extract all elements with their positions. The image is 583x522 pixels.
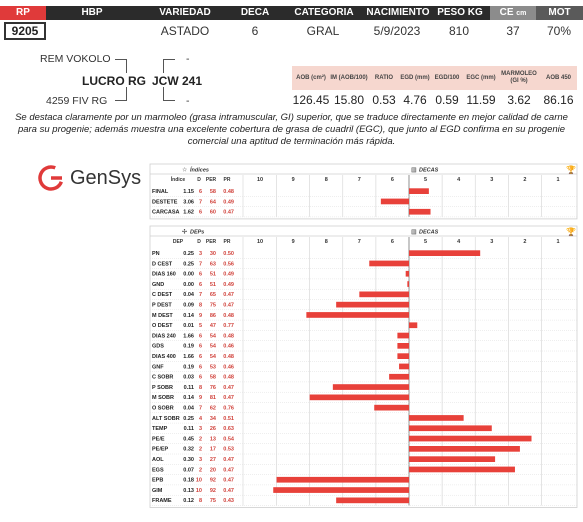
- row-deca: 2: [198, 446, 202, 453]
- chart-axis-title: DECAS: [419, 167, 439, 174]
- row-deca: 6: [198, 374, 202, 381]
- row-percentile: 54: [209, 333, 216, 340]
- bar-m-dest: [306, 312, 409, 318]
- carcass-value: 11.59: [466, 93, 496, 107]
- row-deca: 3: [198, 251, 202, 257]
- row-deca: 7: [198, 261, 202, 268]
- column-header: Índice: [170, 177, 186, 183]
- row-label: TEMP: [152, 426, 168, 433]
- row-precision: 0.43: [223, 498, 234, 505]
- tick-label: 8: [324, 239, 328, 245]
- row-label: PE/E: [152, 436, 165, 443]
- row-precision: 0.63: [223, 426, 234, 433]
- bar-gnf: [399, 364, 409, 370]
- column-header: D: [197, 177, 201, 183]
- row-value: 0.00: [183, 281, 194, 288]
- row-value: 0.25: [183, 415, 194, 422]
- tick-label: 4: [457, 239, 461, 245]
- bar-c-dest: [359, 292, 409, 298]
- row-deca: 7: [198, 199, 202, 206]
- bar-o-sobr: [374, 405, 409, 411]
- tick-label: 4: [457, 177, 461, 183]
- row-percentile: 17: [209, 446, 216, 453]
- star-icon: ☆: [182, 167, 188, 174]
- row-label: M DEST: [152, 312, 173, 319]
- bar-pe-e: [409, 436, 532, 442]
- row-precision: 0.47: [223, 467, 234, 474]
- row-precision: 0.48: [223, 333, 234, 340]
- sire: LUCRO RG: [82, 74, 146, 88]
- row-percentile: 81: [209, 395, 216, 402]
- row-percentile: 13: [209, 436, 216, 443]
- bar-p-dest: [336, 302, 409, 308]
- carcass-value: 3.62: [507, 93, 531, 107]
- deca-label: DECA: [240, 7, 270, 18]
- row-precision: 0.56: [223, 261, 234, 268]
- tick-label: 8: [324, 177, 328, 183]
- row-percentile: 58: [209, 374, 216, 381]
- trophy-icon: 🏆: [566, 165, 576, 175]
- carcass-value: 86.16: [543, 93, 574, 107]
- row-percentile: 75: [209, 498, 216, 505]
- row-value: 0.01: [183, 323, 194, 330]
- row-value: 0.32: [183, 446, 194, 453]
- carcass-col-egc: EGC (mm): [466, 74, 496, 81]
- dna-icon: ✣: [182, 229, 188, 236]
- sire-dam: 4259 FIV RG: [46, 95, 108, 107]
- row-percentile: 63: [209, 261, 216, 268]
- row-value: 0.04: [183, 292, 194, 299]
- row-value: 0.11: [183, 384, 194, 391]
- row-deca: 5: [198, 323, 202, 330]
- tick-label: 3: [490, 239, 494, 245]
- row-percentile: 51: [209, 281, 216, 288]
- row-deca: 8: [198, 302, 202, 309]
- row-value: 0.19: [183, 364, 194, 371]
- peso-label: PESO KG: [437, 7, 483, 18]
- row-label: PN: [152, 251, 160, 257]
- tick-label: 1: [556, 239, 560, 245]
- carcass-col-aob450: AOB 450: [545, 74, 571, 81]
- row-percentile: 75: [209, 302, 216, 309]
- tick-label: 3: [490, 177, 494, 183]
- dam-sire: -: [186, 53, 190, 65]
- row-label: EPB: [152, 477, 164, 484]
- row-label: GIM: [152, 487, 163, 494]
- rp-label: RP: [0, 6, 46, 20]
- row-value: 0.13: [183, 487, 194, 494]
- row-value: 0.14: [183, 395, 194, 402]
- row-value: 0.25: [183, 261, 194, 268]
- row-deca: 8: [198, 384, 202, 391]
- tick-label: 7: [357, 177, 361, 183]
- row-label: DESTETE: [152, 199, 178, 206]
- row-percentile: 60: [209, 209, 216, 216]
- rp-value: 9205: [4, 22, 46, 40]
- tick-label: 2: [523, 177, 527, 183]
- bar-egs: [409, 467, 515, 473]
- carcass-col-egd: EGD (mm): [400, 74, 430, 81]
- row-value: 1.15: [183, 189, 194, 195]
- row-percentile: 62: [209, 405, 216, 412]
- dam: JCW 241: [152, 74, 203, 88]
- row-value: 0.11: [183, 426, 194, 433]
- row-deca: 2: [198, 467, 202, 474]
- bar-gnd: [407, 281, 409, 287]
- categoria-value: GRAL: [306, 24, 340, 38]
- row-precision: 0.76: [223, 405, 234, 412]
- row-value: 1.66: [183, 354, 194, 360]
- row-deca: 6: [198, 354, 202, 360]
- row-label: GND: [152, 281, 165, 288]
- row-deca: 3: [198, 457, 202, 463]
- bar-temp: [409, 425, 492, 431]
- row-precision: 0.77: [223, 323, 234, 330]
- row-label: ALT SOBR: [152, 415, 180, 422]
- bar-dias-240: [397, 333, 409, 339]
- row-percentile: 86: [209, 312, 216, 319]
- nacimiento-value: 5/9/2023: [373, 24, 421, 38]
- bar-m-sobr: [310, 395, 409, 401]
- variedad-value: ASTADO: [160, 24, 210, 38]
- carcass-col-aob: AOB (cm²): [296, 74, 326, 81]
- row-deca: 2: [198, 436, 202, 443]
- row-precision: 0.53: [223, 446, 234, 453]
- column-header: PER: [205, 177, 217, 183]
- row-deca: 7: [198, 405, 202, 412]
- bar-gds: [397, 343, 409, 349]
- bar-carcasa: [409, 209, 431, 215]
- row-label: GNF: [152, 364, 164, 371]
- row-value: 0.25: [183, 251, 194, 257]
- row-precision: 0.47: [223, 292, 234, 299]
- tick-label: 1: [556, 177, 560, 183]
- ce-label: CE cm: [490, 6, 536, 20]
- row-precision: 0.50: [223, 251, 234, 257]
- row-value: 0.12: [183, 498, 194, 505]
- row-label: FRAME: [152, 498, 172, 505]
- row-precision: 0.46: [223, 364, 234, 371]
- dam-dam: -: [186, 95, 190, 107]
- row-precision: 0.48: [223, 354, 234, 360]
- row-label: AOL: [152, 457, 164, 463]
- row-label: D CEST: [152, 261, 173, 268]
- tick-label: 9: [291, 177, 295, 183]
- row-deca: 4: [198, 415, 202, 422]
- row-percentile: 58: [209, 189, 216, 195]
- chart-title: Índices: [190, 167, 209, 174]
- row-precision: 0.46: [223, 343, 234, 350]
- bar-p-sobr: [333, 384, 409, 390]
- row-percentile: 92: [209, 477, 216, 484]
- bar-dias-400: [397, 353, 409, 359]
- row-label: C SOBR: [152, 374, 174, 381]
- deca-value: 6: [251, 24, 259, 38]
- row-precision: 0.51: [223, 415, 234, 422]
- carcass-value: 15.80: [333, 93, 365, 107]
- tick-label: 5: [424, 177, 428, 183]
- bar-chart-icon: ▥: [411, 167, 417, 174]
- bar-o-dest: [409, 322, 417, 328]
- row-percentile: 20: [209, 467, 216, 474]
- carcass-col-egd100: EGD/100: [434, 74, 460, 81]
- chart-axis-title: DECAS: [419, 229, 439, 236]
- column-header: DEP: [172, 239, 184, 245]
- row-deca: 9: [198, 395, 202, 402]
- row-precision: 0.49: [223, 199, 234, 206]
- row-precision: 0.47: [223, 487, 234, 494]
- row-percentile: 64: [209, 199, 216, 206]
- row-label: DIAS 400: [152, 354, 176, 360]
- tick-label: 7: [357, 239, 361, 245]
- row-value: 0.04: [183, 405, 194, 412]
- row-percentile: 92: [209, 487, 216, 494]
- row-percentile: 27: [209, 457, 216, 463]
- row-deca: 6: [198, 333, 202, 340]
- ce-value: 37: [506, 24, 520, 38]
- tick-label: 5: [424, 239, 428, 245]
- tick-label: 6: [390, 239, 394, 245]
- row-value: 3.06: [183, 199, 194, 206]
- chart-title: DEPs: [190, 229, 205, 236]
- row-value: 0.14: [183, 312, 194, 319]
- row-deca: 3: [198, 426, 202, 433]
- variedad-label: VARIEDAD: [159, 7, 211, 18]
- row-precision: 0.47: [223, 302, 234, 309]
- row-value: 0.30: [183, 457, 194, 463]
- row-precision: 0.48: [223, 312, 234, 319]
- bar-d-cest: [369, 261, 409, 267]
- row-precision: 0.49: [223, 281, 234, 288]
- row-value: 0.03: [183, 374, 194, 381]
- bar-epb: [277, 477, 409, 483]
- mot-label: MOT: [536, 6, 583, 20]
- carcass-col-im: IM (AOB/100): [330, 74, 368, 81]
- row-deca: 7: [198, 292, 202, 299]
- bar-dias-160: [406, 271, 409, 277]
- row-precision: 0.47: [223, 457, 234, 463]
- row-value: 1.62: [183, 209, 194, 216]
- row-label: DIAS 240: [152, 333, 176, 340]
- carcass-value: 4.76: [403, 93, 427, 107]
- row-label: C DEST: [152, 292, 173, 299]
- bar-alt-sobr: [409, 415, 464, 421]
- row-percentile: 76: [209, 384, 216, 391]
- mot-value: 70%: [546, 24, 572, 38]
- row-deca: 6: [198, 209, 202, 216]
- carcass-col-marmoleo: MARMOLEO (GI %): [501, 71, 537, 84]
- row-label: EGS: [152, 467, 164, 474]
- tick-label: 6: [390, 177, 394, 183]
- tick-label: 2: [523, 239, 527, 245]
- hbp-label: HBP: [81, 7, 103, 18]
- row-precision: 0.47: [223, 209, 234, 216]
- column-header: PR: [223, 239, 231, 245]
- carcass-value: 0.59: [435, 93, 459, 107]
- column-header: D: [197, 239, 201, 245]
- carcass-col-ratio: RATIO: [374, 74, 394, 81]
- row-label: P SOBR: [152, 384, 173, 391]
- row-label: FINAL: [152, 189, 169, 195]
- row-precision: 0.47: [223, 395, 234, 402]
- bar-pe-ep: [409, 446, 520, 452]
- bar-pn: [409, 250, 480, 256]
- row-deca: 6: [198, 364, 202, 371]
- row-percentile: 54: [209, 354, 216, 360]
- description-text: Se destaca claramente por un marmoleo (grasa intramuscular, GI) superior, que se traduce directamente en mejor calidad de carne para su progenie; además muestra una excelente cobertura de grasa de cuadril (EGC), que junto al EGD confirma en su progenie comercial una aptitud de terminación más rápida.: [15, 112, 568, 147]
- row-value: 0.07: [183, 467, 194, 474]
- row-percentile: 34: [209, 415, 216, 422]
- row-label: O DEST: [152, 323, 173, 330]
- sire-sire: REM VOKOLO: [40, 53, 111, 65]
- carcass-value: 0.53: [372, 93, 396, 107]
- row-label: P DEST: [152, 302, 172, 309]
- row-precision: 0.54: [223, 436, 234, 443]
- row-value: 1.66: [183, 333, 194, 340]
- row-percentile: 54: [209, 343, 216, 350]
- row-value: 0.18: [183, 477, 194, 484]
- row-deca: 9: [198, 312, 202, 319]
- tick-label: 10: [256, 239, 264, 245]
- bar-aol: [409, 456, 495, 462]
- tick-label: 9: [291, 239, 295, 245]
- row-percentile: 65: [209, 292, 216, 299]
- row-deca: 8: [198, 498, 202, 505]
- row-deca: 6: [198, 189, 202, 195]
- row-label: PE/EP: [152, 446, 169, 453]
- row-percentile: 47: [209, 323, 216, 330]
- row-label: GDS: [152, 343, 164, 350]
- row-precision: 0.48: [223, 374, 234, 381]
- tick-label: 10: [256, 177, 264, 183]
- row-precision: 0.49: [223, 271, 234, 278]
- categoria-label: CATEGORIA: [294, 7, 354, 18]
- bar-frame: [336, 498, 409, 504]
- row-percentile: 53: [209, 364, 216, 371]
- trophy-icon: 🏆: [566, 227, 576, 237]
- row-precision: 0.48: [223, 189, 234, 195]
- logo-text: GenSys: [70, 166, 142, 189]
- bar-destete: [381, 199, 409, 205]
- row-label: M SOBR: [152, 395, 174, 402]
- carcass-value: 126.45: [292, 93, 330, 107]
- row-value: 0.09: [183, 302, 194, 309]
- row-label: DIAS 160: [152, 271, 176, 278]
- row-value: 0.19: [183, 343, 194, 350]
- row-percentile: 51: [209, 271, 216, 278]
- bar-gim: [273, 487, 409, 493]
- row-percentile: 26: [209, 426, 216, 433]
- row-deca: 10: [195, 477, 202, 484]
- row-label: CARCASA: [152, 209, 180, 216]
- row-label: O SOBR: [152, 405, 174, 412]
- row-value: 0.45: [183, 436, 194, 443]
- nacimiento-label: NACIMIENTO: [366, 7, 430, 18]
- row-deca: 10: [195, 487, 202, 494]
- row-deca: 6: [198, 281, 202, 288]
- row-precision: 0.47: [223, 384, 234, 391]
- bar-chart-icon: ▥: [411, 229, 417, 236]
- row-value: 0.00: [183, 271, 194, 278]
- row-deca: 6: [198, 343, 202, 350]
- bar-final: [409, 188, 429, 194]
- peso-value: 810: [448, 24, 470, 38]
- row-precision: 0.47: [223, 477, 234, 484]
- row-percentile: 30: [209, 251, 216, 257]
- bar-c-sobr: [389, 374, 409, 380]
- row-deca: 6: [198, 271, 202, 278]
- column-header: PER: [205, 239, 217, 245]
- column-header: PR: [223, 177, 231, 183]
